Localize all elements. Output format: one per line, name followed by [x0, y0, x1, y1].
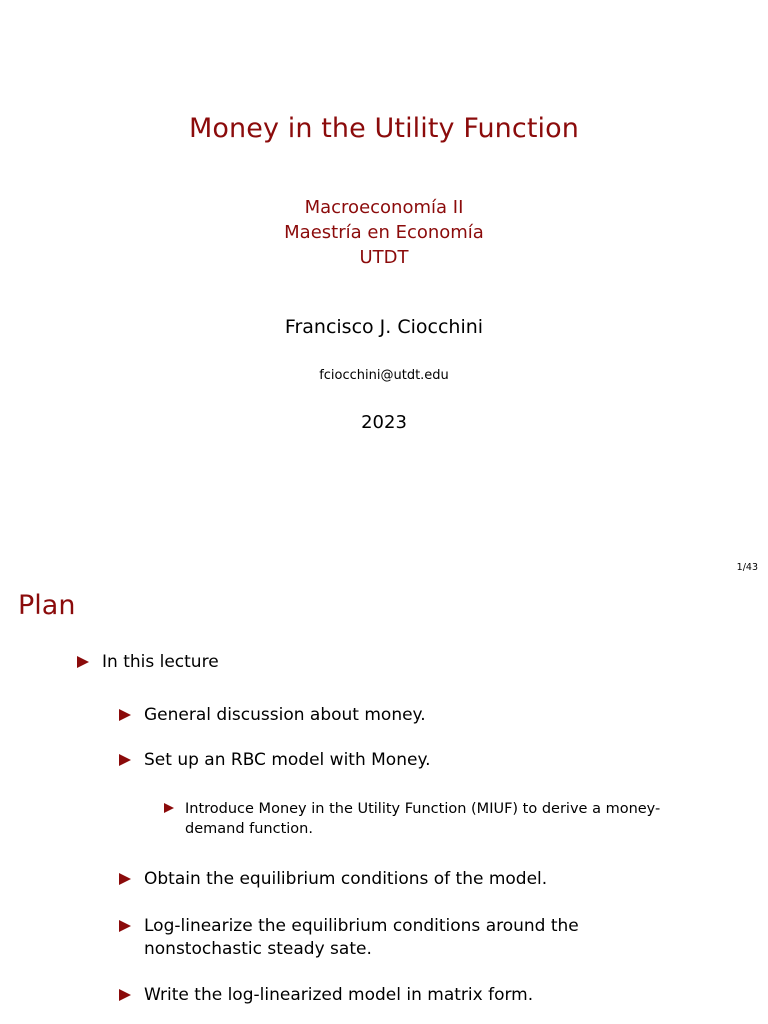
bullet-item-level-2: [119, 915, 699, 961]
bullet-text: Obtain the equilibrium conditions of the model.: [144, 869, 548, 889]
bullet-item-level-2: [119, 984, 533, 1007]
page-number: 1/43: [736, 562, 758, 573]
slide-title: Money in the Utility Function: [189, 113, 579, 144]
course-line: UTDT: [359, 247, 409, 268]
bullet-text: Log-linearize the equilibrium conditions around the nonstochastic steady sate.: [144, 916, 579, 959]
bullet-item-level-2: [119, 704, 426, 727]
triangle-bullet-icon: [119, 754, 131, 766]
author-email: fciocchini@utdt.edu: [319, 368, 449, 383]
course-info: [0, 195, 768, 270]
course-line: Macroeconomía II: [304, 197, 464, 218]
bullet-text: Write the log-linearized model in matrix form.: [144, 985, 534, 1005]
triangle-bullet-icon: [164, 803, 174, 813]
bullet-text: Set up an RBC model with Money.: [144, 750, 431, 770]
year: 2023: [361, 412, 407, 433]
bullet-item-level-2: [119, 749, 431, 772]
bullet-item-level-1: [77, 651, 219, 674]
triangle-bullet-icon: [119, 709, 131, 721]
triangle-bullet-icon: [77, 656, 89, 668]
bullet-text: General discussion about money.: [144, 705, 426, 725]
slide-heading: Plan: [18, 590, 76, 621]
author-name: Francisco J. Ciocchini: [284, 316, 484, 338]
course-line: Maestría en Economía: [284, 222, 484, 243]
triangle-bullet-icon: [119, 989, 131, 1001]
bullet-text: In this lecture: [102, 652, 219, 672]
triangle-bullet-icon: [119, 873, 131, 885]
bullet-item-level-2: [119, 868, 547, 891]
triangle-bullet-icon: [119, 920, 131, 932]
plan-slide: [0, 585, 768, 1024]
bullet-item-level-3: [164, 799, 664, 839]
bullet-text: Introduce Money in the Utility Function (MIUF) to derive a money-demand function.: [185, 801, 661, 837]
